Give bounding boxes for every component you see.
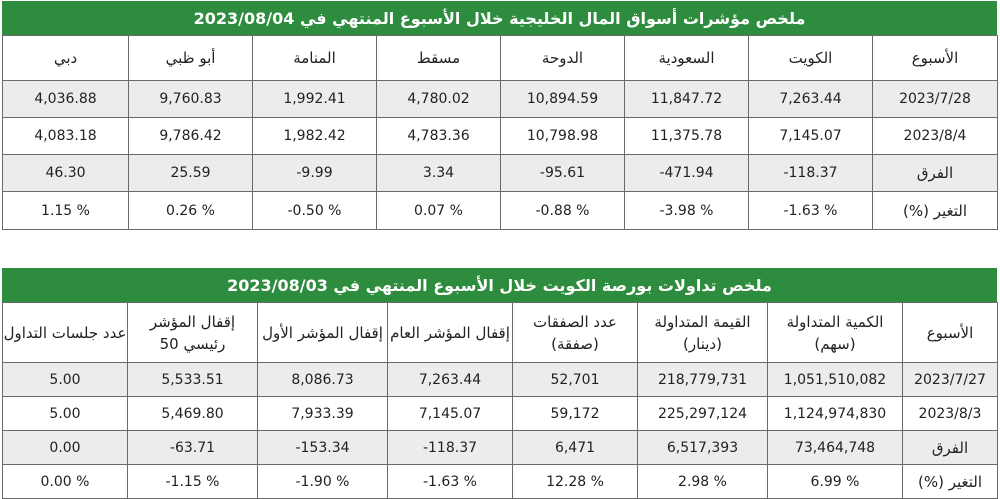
table-cell: 1,051,510,082 <box>768 363 903 397</box>
table-cell: 5.00 <box>3 397 128 431</box>
header-doha: الدوحة <box>501 36 625 81</box>
table-cell: 5,469.80 <box>128 397 258 431</box>
kuwait-bourse-title: ملخص تداولات بورصة الكويت خلال الأسبوع المنتهي في 2023/08/03 <box>2 268 997 302</box>
table-cell: 6,471 <box>513 431 638 465</box>
header-sessions: عدد جلسات التداول <box>3 303 128 363</box>
table-header-row <box>3 36 998 81</box>
table-cell: 0.26 % <box>129 192 253 230</box>
row-label: التغير (%) <box>903 465 998 499</box>
table-cell: 5,533.51 <box>128 363 258 397</box>
row-label: 2023/8/3 <box>903 397 998 431</box>
header-volume: الكمية المتداولة (سهم) <box>768 303 903 363</box>
table-cell: 0.07 % <box>377 192 501 230</box>
header-muscat: مسقط <box>377 36 501 81</box>
table-cell: 0.00 % <box>3 465 128 499</box>
table-cell: -0.88 % <box>501 192 625 230</box>
table-cell: 0.00 <box>3 431 128 465</box>
table-cell: 7,933.39 <box>258 397 388 431</box>
row-label: 2023/7/28 <box>873 81 998 118</box>
table-row <box>3 363 998 397</box>
table-cell: 1,982.42 <box>253 118 377 155</box>
table-row <box>3 155 998 192</box>
table-cell: 8,086.73 <box>258 363 388 397</box>
table-row <box>3 431 998 465</box>
table-cell: -0.50 % <box>253 192 377 230</box>
table-cell: 73,464,748 <box>768 431 903 465</box>
table-cell: 10,798.98 <box>501 118 625 155</box>
table-cell: 46.30 <box>3 155 129 192</box>
table-cell: -153.34 <box>258 431 388 465</box>
table-cell: 225,297,124 <box>638 397 768 431</box>
table-cell: 4,036.88 <box>3 81 129 118</box>
header-value: القيمة المتداولة (دينار) <box>638 303 768 363</box>
header-manama: المنامة <box>253 36 377 81</box>
table-header-row <box>3 303 998 363</box>
table-cell: 6,517,393 <box>638 431 768 465</box>
table-cell: 4,083.18 <box>3 118 129 155</box>
table-cell: 2.98 % <box>638 465 768 499</box>
table-cell: 218,779,731 <box>638 363 768 397</box>
table-cell: 10,894.59 <box>501 81 625 118</box>
gulf-markets-table <box>2 35 998 230</box>
row-label: 2023/7/27 <box>903 363 998 397</box>
table-cell: -471.94 <box>625 155 749 192</box>
table-cell: 9,786.42 <box>129 118 253 155</box>
table-cell: 25.59 <box>129 155 253 192</box>
header-kuwait: الكويت <box>749 36 873 81</box>
row-label: 2023/8/4 <box>873 118 998 155</box>
table-cell: -118.37 <box>749 155 873 192</box>
table-row <box>3 397 998 431</box>
table-row <box>3 465 998 499</box>
table-row <box>3 118 998 155</box>
header-saudi: السعودية <box>625 36 749 81</box>
gulf-markets-title: ملخص مؤشرات أسواق المال الخليجية خلال الأسبوع المنتهي في 2023/08/04 <box>2 1 997 35</box>
table-cell: -118.37 <box>388 431 513 465</box>
table-cell: 1,992.41 <box>253 81 377 118</box>
table-cell: 4,780.02 <box>377 81 501 118</box>
table-cell: 7,263.44 <box>388 363 513 397</box>
header-abudhabi: أبو ظبي <box>129 36 253 81</box>
row-label: الفرق <box>873 155 998 192</box>
header-general-index: إقفال المؤشر العام <box>388 303 513 363</box>
header-dubai: دبي <box>3 36 129 81</box>
table-cell: -1.63 % <box>388 465 513 499</box>
kuwait-bourse-table <box>2 302 998 499</box>
table-cell: 59,172 <box>513 397 638 431</box>
table-cell: 52,701 <box>513 363 638 397</box>
table-cell: 1.15 % <box>3 192 129 230</box>
table-cell: 7,145.07 <box>749 118 873 155</box>
table-cell: -63.71 <box>128 431 258 465</box>
table-cell: -1.15 % <box>128 465 258 499</box>
table-row <box>3 192 998 230</box>
row-label: التغير (%) <box>873 192 998 230</box>
header-main50-index: إقفال المؤشر رئيسي 50 <box>128 303 258 363</box>
table-row <box>3 81 998 118</box>
table-cell: 9,760.83 <box>129 81 253 118</box>
table-cell: -95.61 <box>501 155 625 192</box>
table-cell: 7,145.07 <box>388 397 513 431</box>
table-cell: 12.28 % <box>513 465 638 499</box>
table-cell: 4,783.36 <box>377 118 501 155</box>
table-cell: 11,847.72 <box>625 81 749 118</box>
table-cell: -1.63 % <box>749 192 873 230</box>
table-cell: 6.99 % <box>768 465 903 499</box>
table-cell: 3.34 <box>377 155 501 192</box>
table-cell: 1,124,974,830 <box>768 397 903 431</box>
header-deals: عدد الصفقات (صفقة) <box>513 303 638 363</box>
kuwait-bourse-summary <box>2 268 997 499</box>
table-cell: 5.00 <box>3 363 128 397</box>
table-cell: 7,263.44 <box>749 81 873 118</box>
header-week: الأسبوع <box>903 303 998 363</box>
table-cell: 11,375.78 <box>625 118 749 155</box>
header-premier-index: إقفال المؤشر الأول <box>258 303 388 363</box>
table-cell: -9.99 <box>253 155 377 192</box>
row-label: الفرق <box>903 431 998 465</box>
gulf-markets-summary <box>2 1 997 230</box>
table-cell: -1.90 % <box>258 465 388 499</box>
header-week: الأسبوع <box>873 36 998 81</box>
table-cell: -3.98 % <box>625 192 749 230</box>
